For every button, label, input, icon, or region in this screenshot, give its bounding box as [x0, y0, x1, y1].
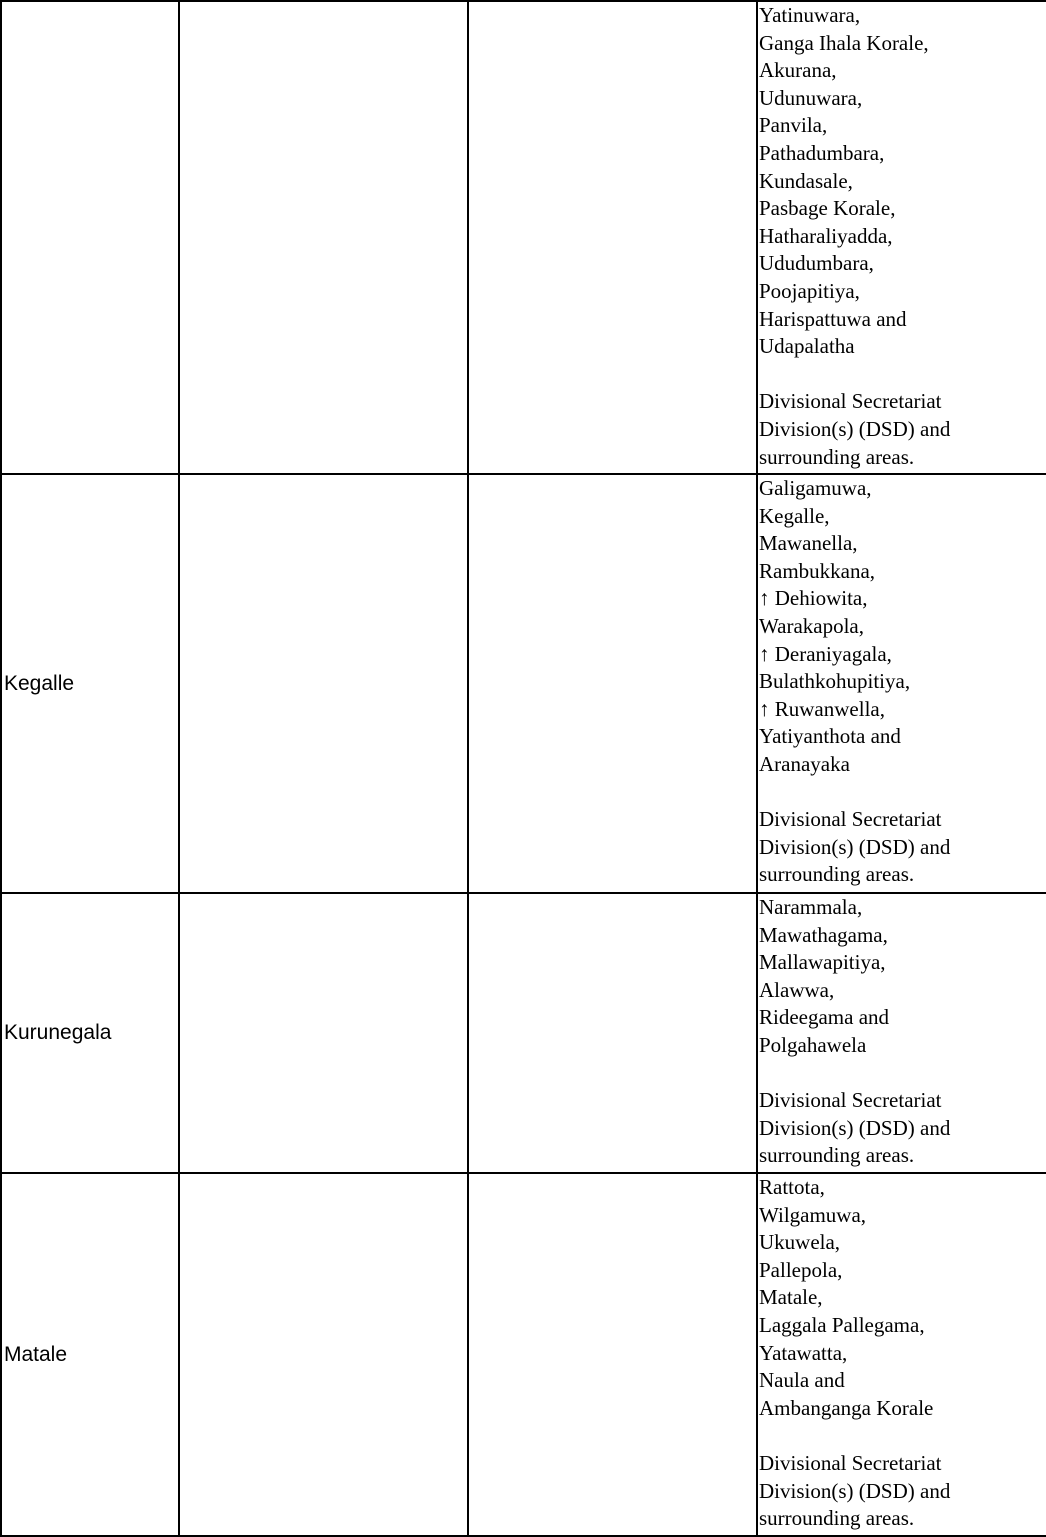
- table-row: [1, 1173, 1046, 1536]
- area-item: Akurana,: [759, 58, 837, 83]
- area-item: Galigamuwa,: [759, 476, 872, 500]
- area-item: Wilgamuwa,: [759, 1202, 867, 1227]
- area-item: ↑ Deraniyagala,: [759, 641, 892, 666]
- areas-cell: [757, 1173, 1046, 1536]
- areas-cell: [757, 474, 1046, 893]
- empty-cell: [468, 1, 757, 474]
- district-cell: Kegalle: [1, 474, 179, 893]
- area-item: Hatharaliyadda,: [759, 223, 893, 248]
- area-item: Kundasale,: [759, 168, 853, 193]
- empty-cell: [468, 893, 757, 1173]
- area-item: Pallepola,: [759, 1257, 843, 1282]
- area-item: Rambukkana,: [759, 558, 876, 583]
- area-item: Laggala Pallegama,: [759, 1312, 925, 1337]
- table-body: [1, 1, 1046, 1536]
- empty-cell: [468, 474, 757, 893]
- area-item: Alawwa,: [759, 977, 835, 1002]
- area-item: Poojapitiya,: [759, 278, 860, 303]
- area-item: Pathadumbara,: [759, 140, 885, 165]
- area-item: Udapalatha: [759, 334, 855, 359]
- area-item: Kegalle,: [759, 503, 830, 528]
- empty-cell: [179, 1173, 468, 1536]
- area-item: Mawathagama,: [759, 922, 888, 947]
- empty-cell: [179, 893, 468, 1173]
- area-item: Yatawatta,: [759, 1340, 848, 1365]
- empty-cell: [179, 1, 468, 474]
- blank-line: [759, 1422, 1046, 1450]
- area-item: Rideegama and: [759, 1005, 890, 1030]
- suffix-line: surrounding areas.: [759, 1143, 915, 1168]
- area-item: Panvila,: [759, 113, 828, 138]
- suffix-line: Division(s) (DSD) and: [759, 834, 951, 859]
- table-row: [1, 1, 1046, 474]
- area-item: ↑ Dehiowita,: [759, 586, 868, 611]
- area-item: Ukuwela,: [759, 1230, 841, 1255]
- suffix-line: surrounding areas.: [759, 444, 915, 469]
- suffix-line: Divisional Secretariat: [759, 389, 942, 414]
- area-item: Polgahawela: [759, 1032, 867, 1057]
- area-item: Ududumbara,: [759, 251, 874, 276]
- district-cell: [1, 1, 179, 474]
- area-item: Bulathkohupitiya,: [759, 669, 911, 694]
- suffix-line: Division(s) (DSD) and: [759, 1115, 951, 1140]
- suffix-line: Division(s) (DSD) and: [759, 416, 951, 441]
- suffix-line: Divisional Secretariat: [759, 1450, 942, 1475]
- suffix-line: Divisional Secretariat: [759, 807, 942, 832]
- area-item: Naula and: [759, 1368, 845, 1393]
- empty-cell: [179, 474, 468, 893]
- area-item: Udunuwara,: [759, 85, 863, 110]
- blank-line: [759, 1060, 1046, 1088]
- suffix-line: Divisional Secretariat: [759, 1088, 942, 1113]
- table-row: [1, 893, 1046, 1173]
- areas-cell: [757, 1, 1046, 474]
- area-item: ↑ Ruwanwella,: [759, 696, 885, 721]
- areas-cell: [757, 893, 1046, 1173]
- area-item: Warakapola,: [759, 613, 864, 638]
- district-cell: Kurunegala: [1, 893, 179, 1173]
- area-item: Ambanganga Korale: [759, 1395, 934, 1420]
- area-item: Mallawapitiya,: [759, 950, 886, 975]
- area-item: Mawanella,: [759, 531, 858, 556]
- area-item: Harispattuwa and: [759, 306, 907, 331]
- blank-line: [759, 779, 1046, 807]
- area-item: Narammala,: [759, 895, 863, 919]
- area-item: Matale,: [759, 1285, 823, 1310]
- blank-line: [759, 361, 1046, 389]
- area-item: Aranayaka: [759, 751, 850, 776]
- area-item: Ganga Ihala Korale,: [759, 30, 929, 55]
- area-item: Yatiyanthota and: [759, 724, 901, 749]
- area-item: Pasbage Korale,: [759, 196, 896, 221]
- table-row: [1, 474, 1046, 893]
- suffix-line: Division(s) (DSD) and: [759, 1478, 951, 1503]
- area-item: Yatinuwara,: [759, 3, 861, 27]
- district-cell: Matale: [1, 1173, 179, 1536]
- suffix-line: surrounding areas.: [759, 1506, 915, 1531]
- suffix-line: surrounding areas.: [759, 862, 915, 887]
- area-item: Rattota,: [759, 1175, 825, 1199]
- empty-cell: [468, 1173, 757, 1536]
